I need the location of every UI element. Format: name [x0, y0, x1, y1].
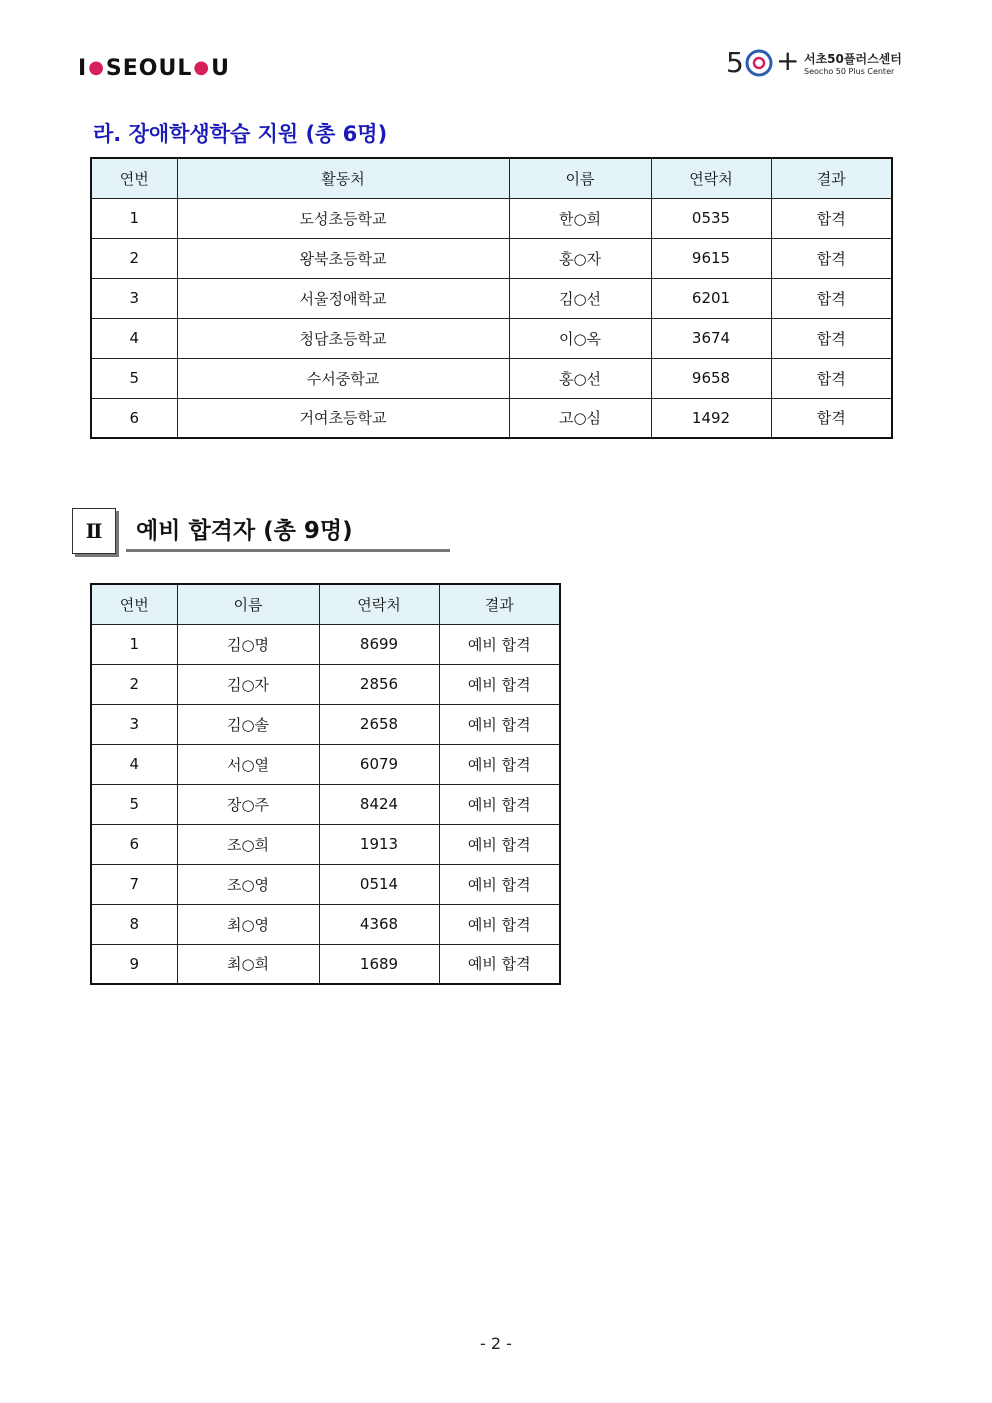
table-row — [91, 744, 560, 784]
table-row — [91, 398, 892, 438]
col-header: 활동처 — [177, 158, 509, 198]
cell-name: 김○자 — [177, 664, 319, 704]
cell-result: 예비 합격 — [439, 864, 560, 904]
col-header: 이름 — [509, 158, 651, 198]
table-row — [91, 704, 560, 744]
cell-name: 홍○자 — [509, 238, 651, 278]
seoul-logo-u: U — [211, 56, 230, 81]
cell-name: 이○옥 — [509, 318, 651, 358]
seocho-50plus-logo — [726, 44, 916, 84]
cell-result: 합격 — [771, 318, 892, 358]
table-row — [91, 318, 892, 358]
logo-number: 5 — [726, 46, 744, 79]
cell-result: 예비 합격 — [439, 704, 560, 744]
cell-number: 3 — [91, 704, 177, 744]
cell-result: 예비 합격 — [439, 824, 560, 864]
seoul-logo-seoul: SEOUL — [105, 56, 193, 81]
cell-number: 4 — [91, 318, 177, 358]
table-row — [91, 358, 892, 398]
cell-name: 김○선 — [509, 278, 651, 318]
col-header: 결과 — [439, 584, 560, 624]
section-a-table — [90, 157, 893, 439]
cell-contact: 1913 — [319, 824, 439, 864]
cell-place: 도성초등학교 — [177, 198, 509, 238]
cell-name: 고○심 — [509, 398, 651, 438]
cell-contact: 0535 — [651, 198, 771, 238]
cell-result: 예비 합격 — [439, 624, 560, 664]
table-row — [91, 664, 560, 704]
cell-number: 6 — [91, 398, 177, 438]
cell-result: 합격 — [771, 198, 892, 238]
cell-name: 조○영 — [177, 864, 319, 904]
cell-number: 7 — [91, 864, 177, 904]
table-row — [91, 624, 560, 664]
table-row — [91, 944, 560, 984]
section-a-title: 라. 장애학생학습 지원 (총 6명) — [93, 122, 388, 146]
table-row — [91, 784, 560, 824]
logo-dot-icon: ● — [88, 57, 105, 78]
part-number: Ⅱ — [85, 519, 103, 543]
logo-name-ko: 서초50플러스센터 — [804, 52, 902, 66]
cell-number: 6 — [91, 824, 177, 864]
logo-dot-icon: ● — [193, 57, 211, 78]
cell-name: 장○주 — [177, 784, 319, 824]
cell-contact: 8699 — [319, 624, 439, 664]
cell-contact: 1492 — [651, 398, 771, 438]
table-row — [91, 238, 892, 278]
cell-result: 예비 합격 — [439, 944, 560, 984]
col-header: 연락처 — [651, 158, 771, 198]
cell-result: 예비 합격 — [439, 784, 560, 824]
table-row — [91, 824, 560, 864]
cell-number: 4 — [91, 744, 177, 784]
part-number-box — [72, 508, 116, 554]
cell-number: 1 — [91, 624, 177, 664]
col-header: 이름 — [177, 584, 319, 624]
cell-contact: 9658 — [651, 358, 771, 398]
page-number: - 2 - — [480, 1334, 512, 1353]
cell-result: 합격 — [771, 238, 892, 278]
cell-result: 합격 — [771, 398, 892, 438]
cell-place: 청담초등학교 — [177, 318, 509, 358]
col-header: 연번 — [91, 158, 177, 198]
cell-contact: 4368 — [319, 904, 439, 944]
cell-result: 합격 — [771, 278, 892, 318]
cell-result: 예비 합격 — [439, 744, 560, 784]
seoul-logo-i: I — [78, 56, 88, 81]
cell-result: 합격 — [771, 358, 892, 398]
cell-name: 최○영 — [177, 904, 319, 944]
cell-name: 김○명 — [177, 624, 319, 664]
table-row — [91, 198, 892, 238]
section-b-table — [90, 583, 561, 985]
cell-result: 예비 합격 — [439, 904, 560, 944]
cell-number: 2 — [91, 238, 177, 278]
cell-place: 왕북초등학교 — [177, 238, 509, 278]
cell-number: 9 — [91, 944, 177, 984]
section-b-title: 예비 합격자 (총 9명) — [126, 512, 450, 552]
cell-name: 한○희 — [509, 198, 651, 238]
cell-contact: 0514 — [319, 864, 439, 904]
col-header: 연번 — [91, 584, 177, 624]
cell-contact: 1689 — [319, 944, 439, 984]
table-header-row — [91, 584, 560, 624]
cell-place: 서울정애학교 — [177, 278, 509, 318]
cell-number: 8 — [91, 904, 177, 944]
cell-name: 최○희 — [177, 944, 319, 984]
cell-contact: 6201 — [651, 278, 771, 318]
cell-contact: 3674 — [651, 318, 771, 358]
cell-contact: 8424 — [319, 784, 439, 824]
cell-contact: 6079 — [319, 744, 439, 784]
seoul-logo — [78, 56, 230, 81]
cell-place: 수서중학교 — [177, 358, 509, 398]
cell-contact: 9615 — [651, 238, 771, 278]
cell-contact: 2658 — [319, 704, 439, 744]
table-row — [91, 864, 560, 904]
table-row — [91, 278, 892, 318]
cell-name: 홍○선 — [509, 358, 651, 398]
cell-number: 5 — [91, 358, 177, 398]
logo-plus: + — [776, 44, 800, 77]
cell-number: 5 — [91, 784, 177, 824]
cell-place: 거여초등학교 — [177, 398, 509, 438]
cell-name: 조○희 — [177, 824, 319, 864]
cell-number: 1 — [91, 198, 177, 238]
col-header: 연락처 — [319, 584, 439, 624]
table-row — [91, 904, 560, 944]
ring-icon — [744, 48, 774, 78]
cell-name: 서○열 — [177, 744, 319, 784]
logo-name-en: Seocho 50 Plus Center — [804, 67, 895, 76]
cell-contact: 2856 — [319, 664, 439, 704]
cell-number: 2 — [91, 664, 177, 704]
col-header: 결과 — [771, 158, 892, 198]
cell-result: 예비 합격 — [439, 664, 560, 704]
table-header-row — [91, 158, 892, 198]
cell-number: 3 — [91, 278, 177, 318]
cell-name: 김○솔 — [177, 704, 319, 744]
